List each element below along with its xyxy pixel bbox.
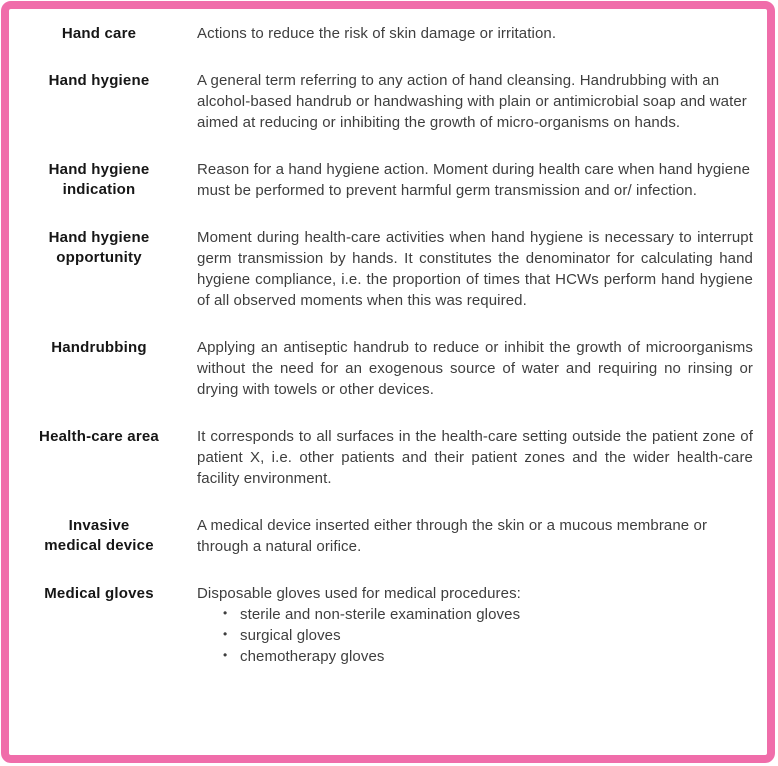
definition-text: A general term referring to any action of hand cleansing. Handrubbing with an alcohol-based handrub or handwashing with plain or antimicrobial soap and water aimed at reducing or inhibiting the growth of micro-organisms on hands. xyxy=(197,72,747,131)
definition-cell xyxy=(197,227,753,311)
term-line: Hand hygiene xyxy=(48,161,150,178)
definition-text: Moment during health-care activities when hand hygiene is necessary to interrupt germ transmission by hands. It constitutes the denominator for calculating hand hygiene compliance, i.e. the proportion of times that HCWs perform hand hygiene of all observed moments when this was required. xyxy=(197,229,753,309)
definition-cell xyxy=(197,337,753,400)
glossary-entry xyxy=(17,227,753,311)
term-cell xyxy=(17,159,181,201)
term-cell xyxy=(17,337,181,400)
term-line: indication xyxy=(62,181,136,198)
glossary-entry xyxy=(17,426,753,489)
term-line: Invasive xyxy=(68,517,130,534)
term-line: Medical gloves xyxy=(44,585,154,602)
definition-text: Reason for a hand hygiene action. Moment during health care when hand hygiene must be performed to prevent harmful germ transmission and or/ infection. xyxy=(197,161,751,199)
bullet-list xyxy=(197,604,753,667)
term-line: medical device xyxy=(44,537,154,554)
definition-text: Disposable gloves used for medical procedures: xyxy=(197,585,521,602)
glossary-entry xyxy=(17,583,753,667)
definition-cell xyxy=(197,426,753,489)
glossary-entry xyxy=(17,337,753,400)
definition-cell xyxy=(197,23,753,44)
term-line: opportunity xyxy=(56,249,142,266)
term-line: Health-care area xyxy=(39,428,159,445)
term-cell xyxy=(17,515,181,557)
term-cell xyxy=(17,23,181,44)
term-cell xyxy=(17,70,181,133)
term-line: Hand care xyxy=(61,25,137,42)
definition-cell xyxy=(197,515,753,557)
term-line: Hand hygiene xyxy=(48,72,150,89)
bullet-item: • chemotherapy gloves xyxy=(223,646,753,667)
definition-cell xyxy=(197,583,753,667)
definition-text: Actions to reduce the risk of skin damage or irritation. xyxy=(197,25,557,42)
glossary-table xyxy=(9,9,767,755)
term-line: Handrubbing xyxy=(51,339,147,356)
definition-cell xyxy=(197,159,753,201)
definition-text: Applying an antiseptic handrub to reduce or inhibit the growth of microorganisms without the need for an exogenous source of water and requiring no rinsing or drying with towels or other devices. xyxy=(197,339,753,398)
definition-cell xyxy=(197,70,753,133)
term-cell xyxy=(17,583,181,667)
term-cell xyxy=(17,426,181,489)
glossary-entry xyxy=(17,70,753,133)
glossary-entry xyxy=(17,159,753,201)
definition-text: A medical device inserted either through the skin or a mucous membrane or through a natural orifice. xyxy=(197,517,708,555)
term-cell xyxy=(17,227,181,311)
bullet-item: • sterile and non-sterile examination gloves xyxy=(223,604,753,625)
definition-text: It corresponds to all surfaces in the health-care setting outside the patient zone of patient X, i.e. other patients and their patient zones and the wider health-care facility environment. xyxy=(197,428,753,487)
term-line: Hand hygiene xyxy=(48,229,150,246)
bullet-item: • surgical gloves xyxy=(223,625,753,646)
glossary-entry xyxy=(17,23,753,44)
glossary-entry xyxy=(17,515,753,557)
